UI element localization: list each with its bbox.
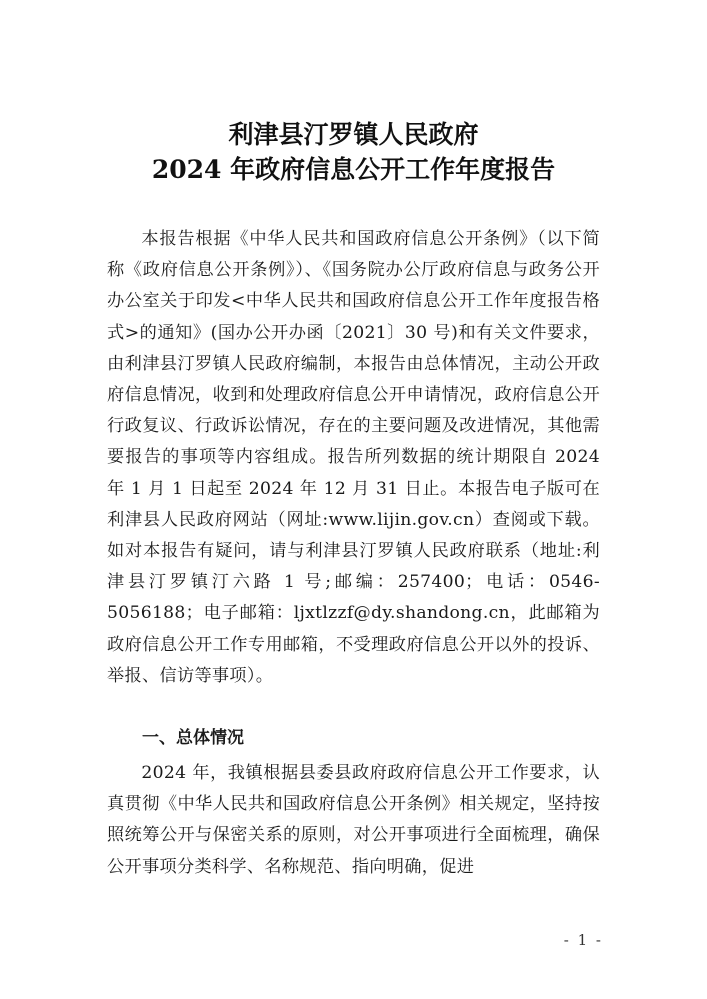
- section-overall-paragraph: 2024 年，我镇根据县委县政府政府信息公开工作要求，认真贯彻《中华人民共和国政府信息公开条例》相关规定，坚持按照统筹公开与保密关系的原则，对公开事项进行全面梳理，确保公开事项分类科学、名称规范、指向明确，促进: [107, 763, 600, 877]
- document-title-line2: 2024 年政府信息公开工作年度报告: [151, 155, 556, 184]
- intro-paragraph: 本报告根据《中华人民共和国政府信息公开条例》（以下简称《政府信息公开条例》）、《国务院办公厅政府信息与政务公开办公室关于印发<中华人民共和国政府信息公开工作年度报告格式>的通知》(国办公开办函〔2021〕30 号)和有关文件要求，由利津县汀罗镇人民政府编制，本报告由总体情况，主动公开政府信息情况，收到和处理政府信息公开申请情况，政府信息公开行政复议、行政诉讼情况，存在的主要问题及改进情况，其他需要报告的事项等内容组成。报告所列数据的统计期限自 2024 年 1 月 1 日起至 2024 年 12 月 31 日止。本报告电子版可在利津县人民政府网站（网址:www.lijin.gov.cn）查阅或下载。如对本报告有疑问，请与利津县汀罗镇人民政府联系（地址:利津县汀罗镇汀六路 1 号;邮编：257400；电话：0546-5056188；电子邮箱：ljxtlzzf@dy.shandong.cn，此邮箱为政府信息公开工作专用邮箱，不受理政府信息公开以外的投诉、举报、信访等事项）。: [107, 229, 600, 686]
- section-heading-overall: 一、总体情况: [142, 728, 244, 748]
- page-number: - 1 -: [563, 931, 603, 949]
- document-title-line1: 利津县汀罗镇人民政府: [228, 120, 479, 149]
